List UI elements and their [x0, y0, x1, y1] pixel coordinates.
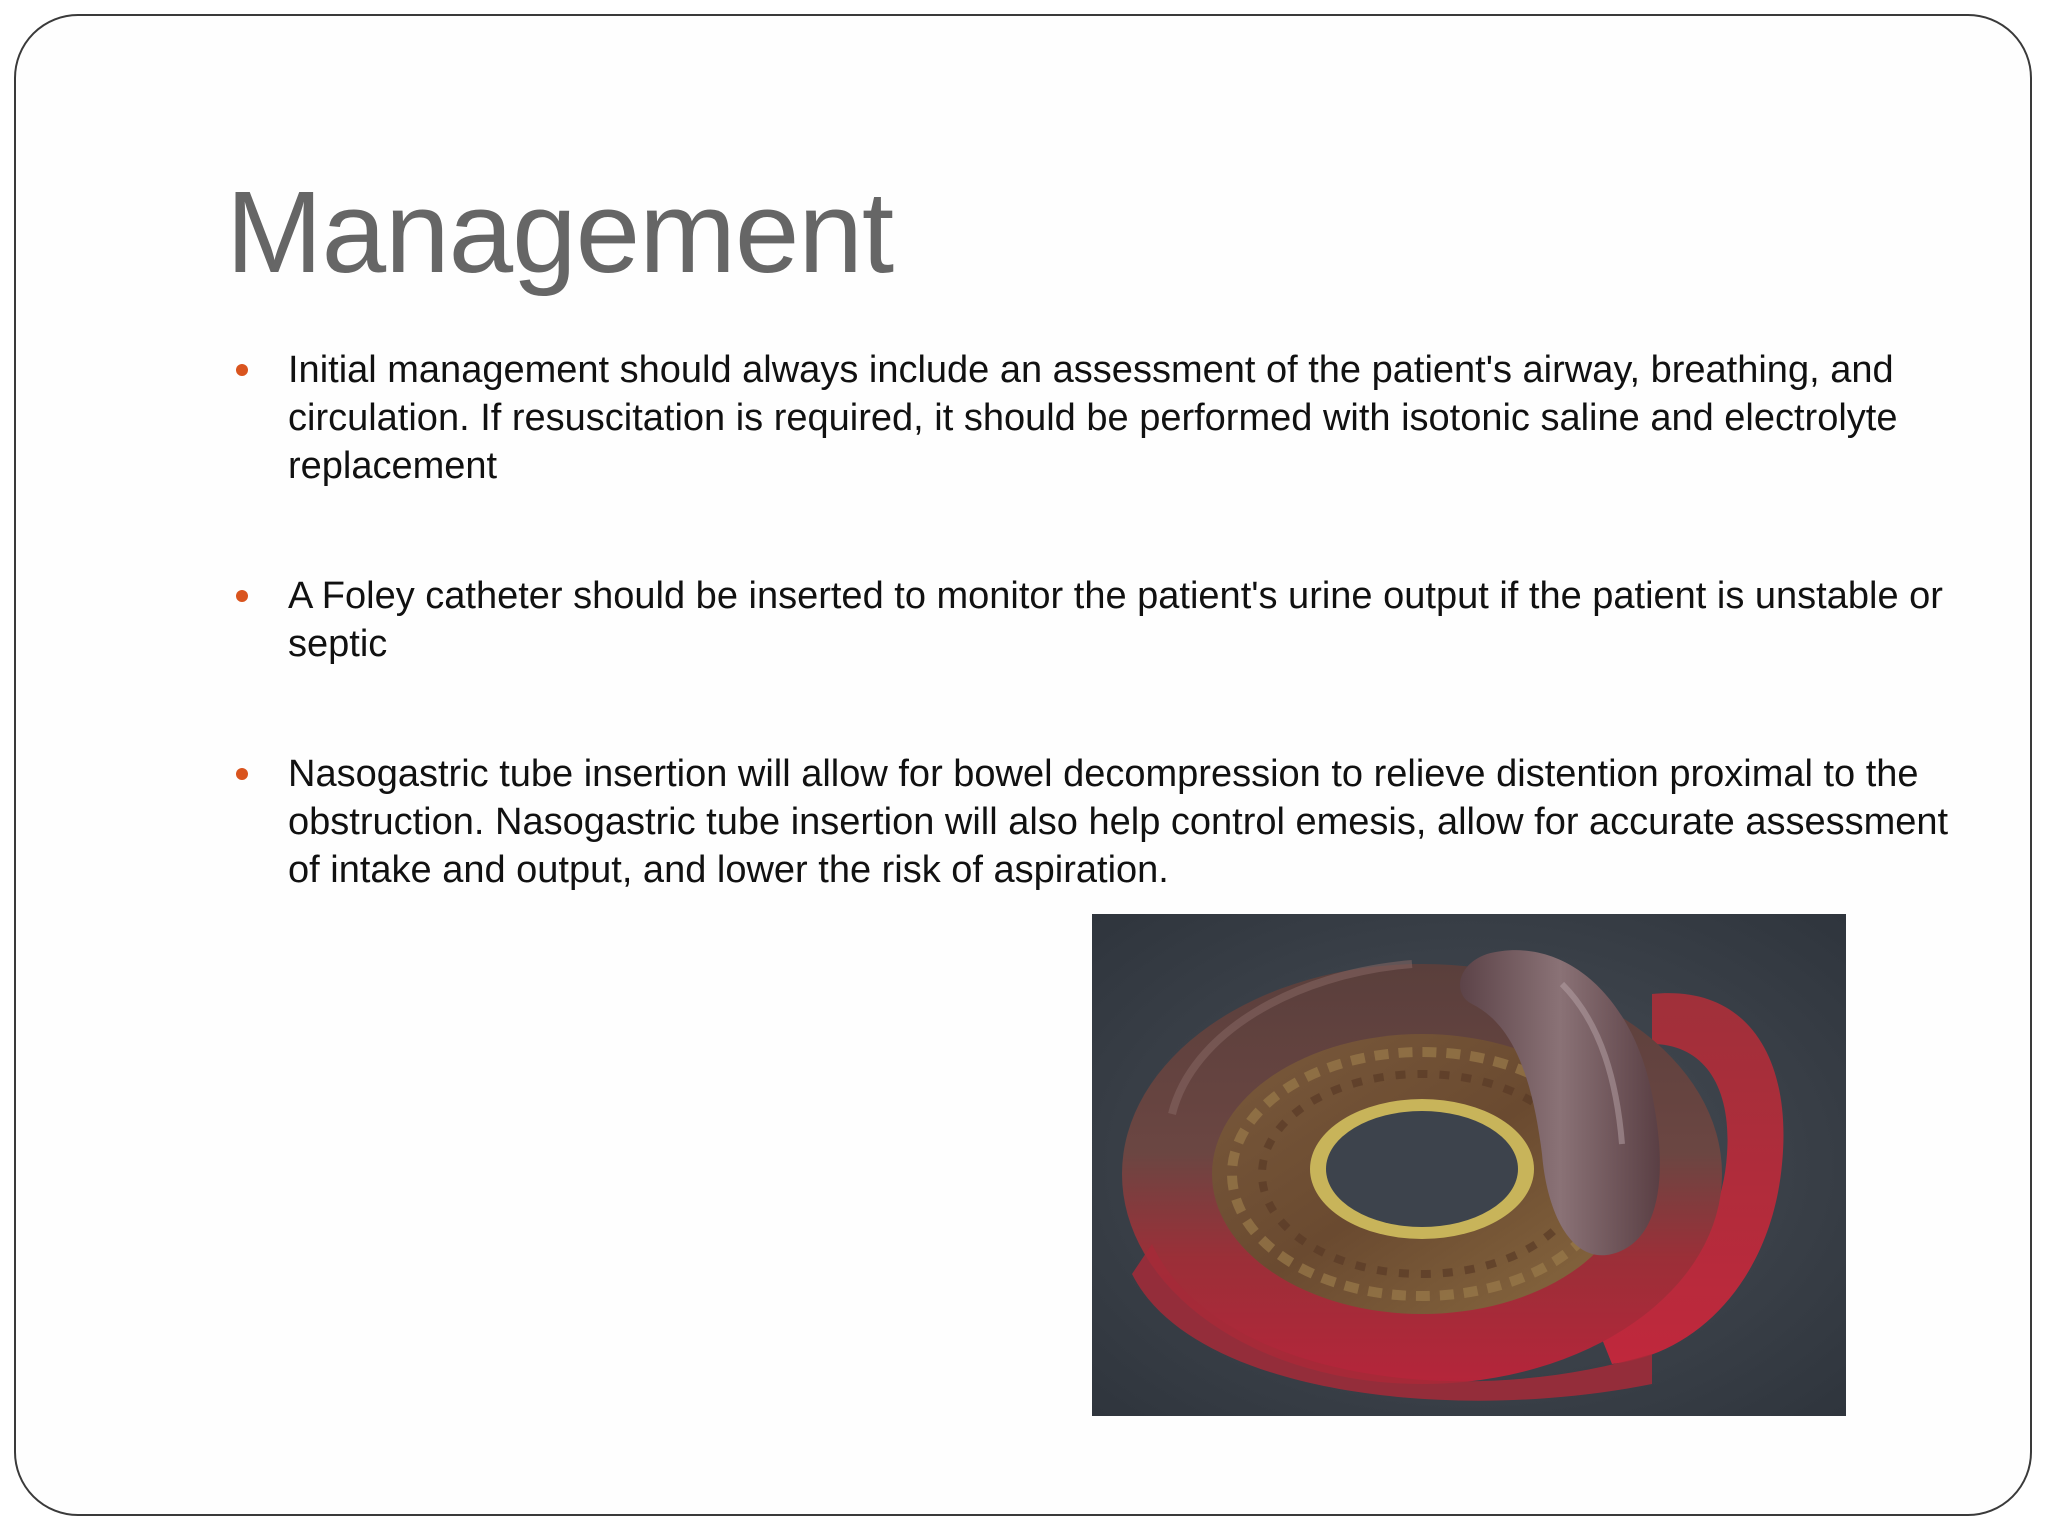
bullet-item [226, 572, 1966, 668]
bullet-text: A Foley catheter should be inserted to monitor the patient's urine output if the patient is unstable or septic [288, 575, 1943, 665]
bullet-marker-icon [236, 364, 248, 376]
bullet-item [226, 346, 1966, 490]
slide-title: Management [226, 167, 894, 297]
bullet-item [226, 750, 1966, 894]
bowel-specimen-illustration [1092, 914, 1846, 1416]
bullet-text: Initial management should always include an assessment of the patient's airway, breathing, and circulation. If resuscitation is required, it should be performed with isotonic saline and electrolyte replacement [288, 349, 1898, 487]
slide [14, 14, 2032, 1516]
bullet-list [226, 346, 1966, 894]
bullet-marker-icon [236, 768, 248, 780]
bowel-specimen-photo [1092, 914, 1846, 1416]
bullet-marker-icon [236, 590, 248, 602]
bullet-text: Nasogastric tube insertion will allow for bowel decompression to relieve distention proximal to the obstruction. Nasogastric tube insertion will also help control emesis, allow for accurate assessment of intake and output, and lower the risk of aspiration. [288, 753, 1949, 891]
